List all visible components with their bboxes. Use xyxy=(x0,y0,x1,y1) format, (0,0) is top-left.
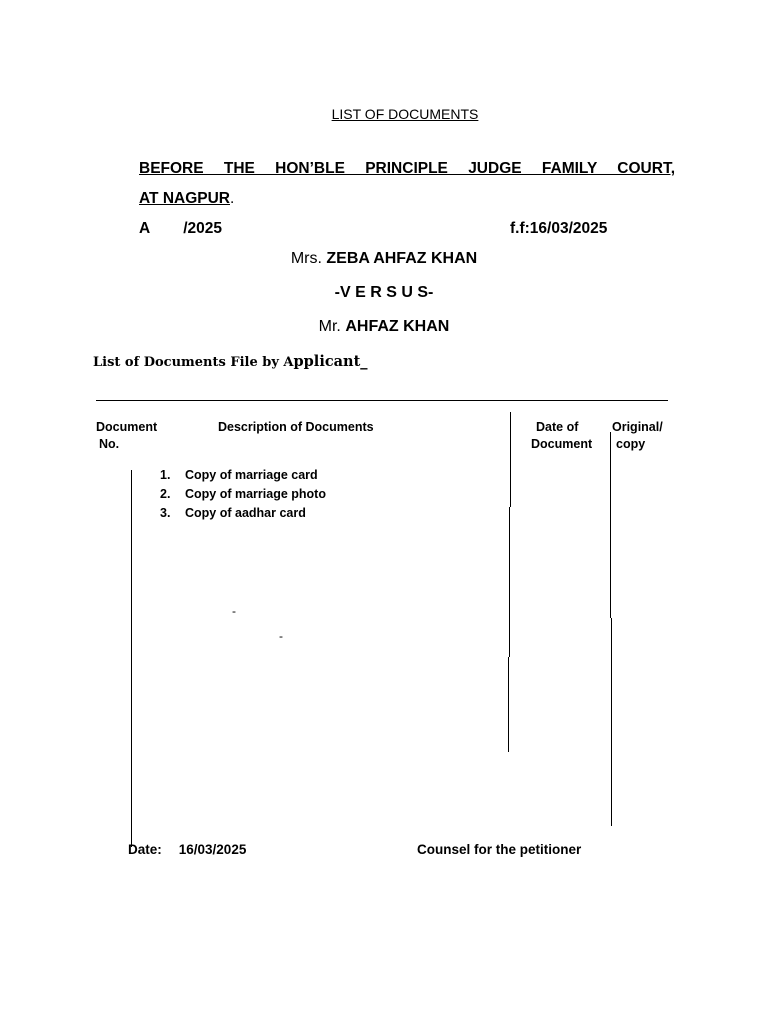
col-header-doc-no-2: No. xyxy=(99,437,120,451)
list-item-label: Copy of aadhar card xyxy=(185,506,306,520)
list-item xyxy=(160,487,326,506)
counsel-signature-label: Counsel for the petitioner xyxy=(417,842,582,857)
col-header-date-2: Document xyxy=(531,437,593,451)
list-item xyxy=(160,506,326,525)
footer-date xyxy=(128,842,246,857)
column-divider-date xyxy=(510,412,511,507)
filed-by-text: List of Documents File by A xyxy=(93,355,294,370)
petitioner-name: ZEBA AHFAZ KHAN xyxy=(326,250,478,267)
list-item-number: 3. xyxy=(160,506,171,520)
court-line-2-suffix: . xyxy=(230,190,235,207)
filing-date: f.f:16/03/2025 xyxy=(510,220,608,237)
list-item xyxy=(160,468,326,487)
document-list xyxy=(160,468,326,525)
list-item-number: 2. xyxy=(160,487,171,501)
case-prefix: A xyxy=(139,220,151,237)
column-divider-original xyxy=(611,618,612,826)
document-title: LIST OF DOCUMENTS xyxy=(331,106,479,122)
footer-date-label: Date: xyxy=(128,842,162,857)
dash-mark: - xyxy=(279,629,283,643)
col-header-original-2: copy xyxy=(616,437,646,451)
court-location: AT NAGPUR xyxy=(139,190,230,207)
column-divider-original xyxy=(610,432,611,618)
respondent-title: Mr. xyxy=(318,318,341,335)
filed-by-applicant: pplicant_ xyxy=(293,353,368,370)
column-divider-date xyxy=(509,507,510,657)
col-header-description: Description of Documents xyxy=(218,420,374,434)
col-header-date-1: Date of xyxy=(536,420,579,434)
case-year: /2025 xyxy=(183,220,222,237)
list-item-number: 1. xyxy=(160,468,171,482)
col-header-original-1: Original/ xyxy=(612,420,663,434)
list-item-label: Copy of marriage card xyxy=(185,468,318,482)
versus-label: -V E R S U S- xyxy=(334,284,434,301)
court-line-1: BEFORE THE HON’BLE PRINCIPLE JUDGE FAMILY COURT, xyxy=(139,160,675,177)
list-item-label: Copy of marriage photo xyxy=(185,487,326,501)
respondent xyxy=(0,318,768,336)
filed-by-heading xyxy=(93,353,368,370)
petitioner xyxy=(0,250,768,268)
footer-date-value: 16/03/2025 xyxy=(178,842,247,857)
column-divider-date xyxy=(508,657,509,752)
respondent-name: AHFAZ KHAN xyxy=(345,318,450,335)
petitioner-title: Mrs. xyxy=(290,250,322,267)
header-rule xyxy=(96,400,668,401)
column-divider-left xyxy=(131,470,132,847)
court-line-2 xyxy=(139,190,234,208)
case-number xyxy=(139,220,222,238)
col-header-doc-no-1: Document xyxy=(96,420,158,434)
dash-mark: - xyxy=(232,604,236,618)
